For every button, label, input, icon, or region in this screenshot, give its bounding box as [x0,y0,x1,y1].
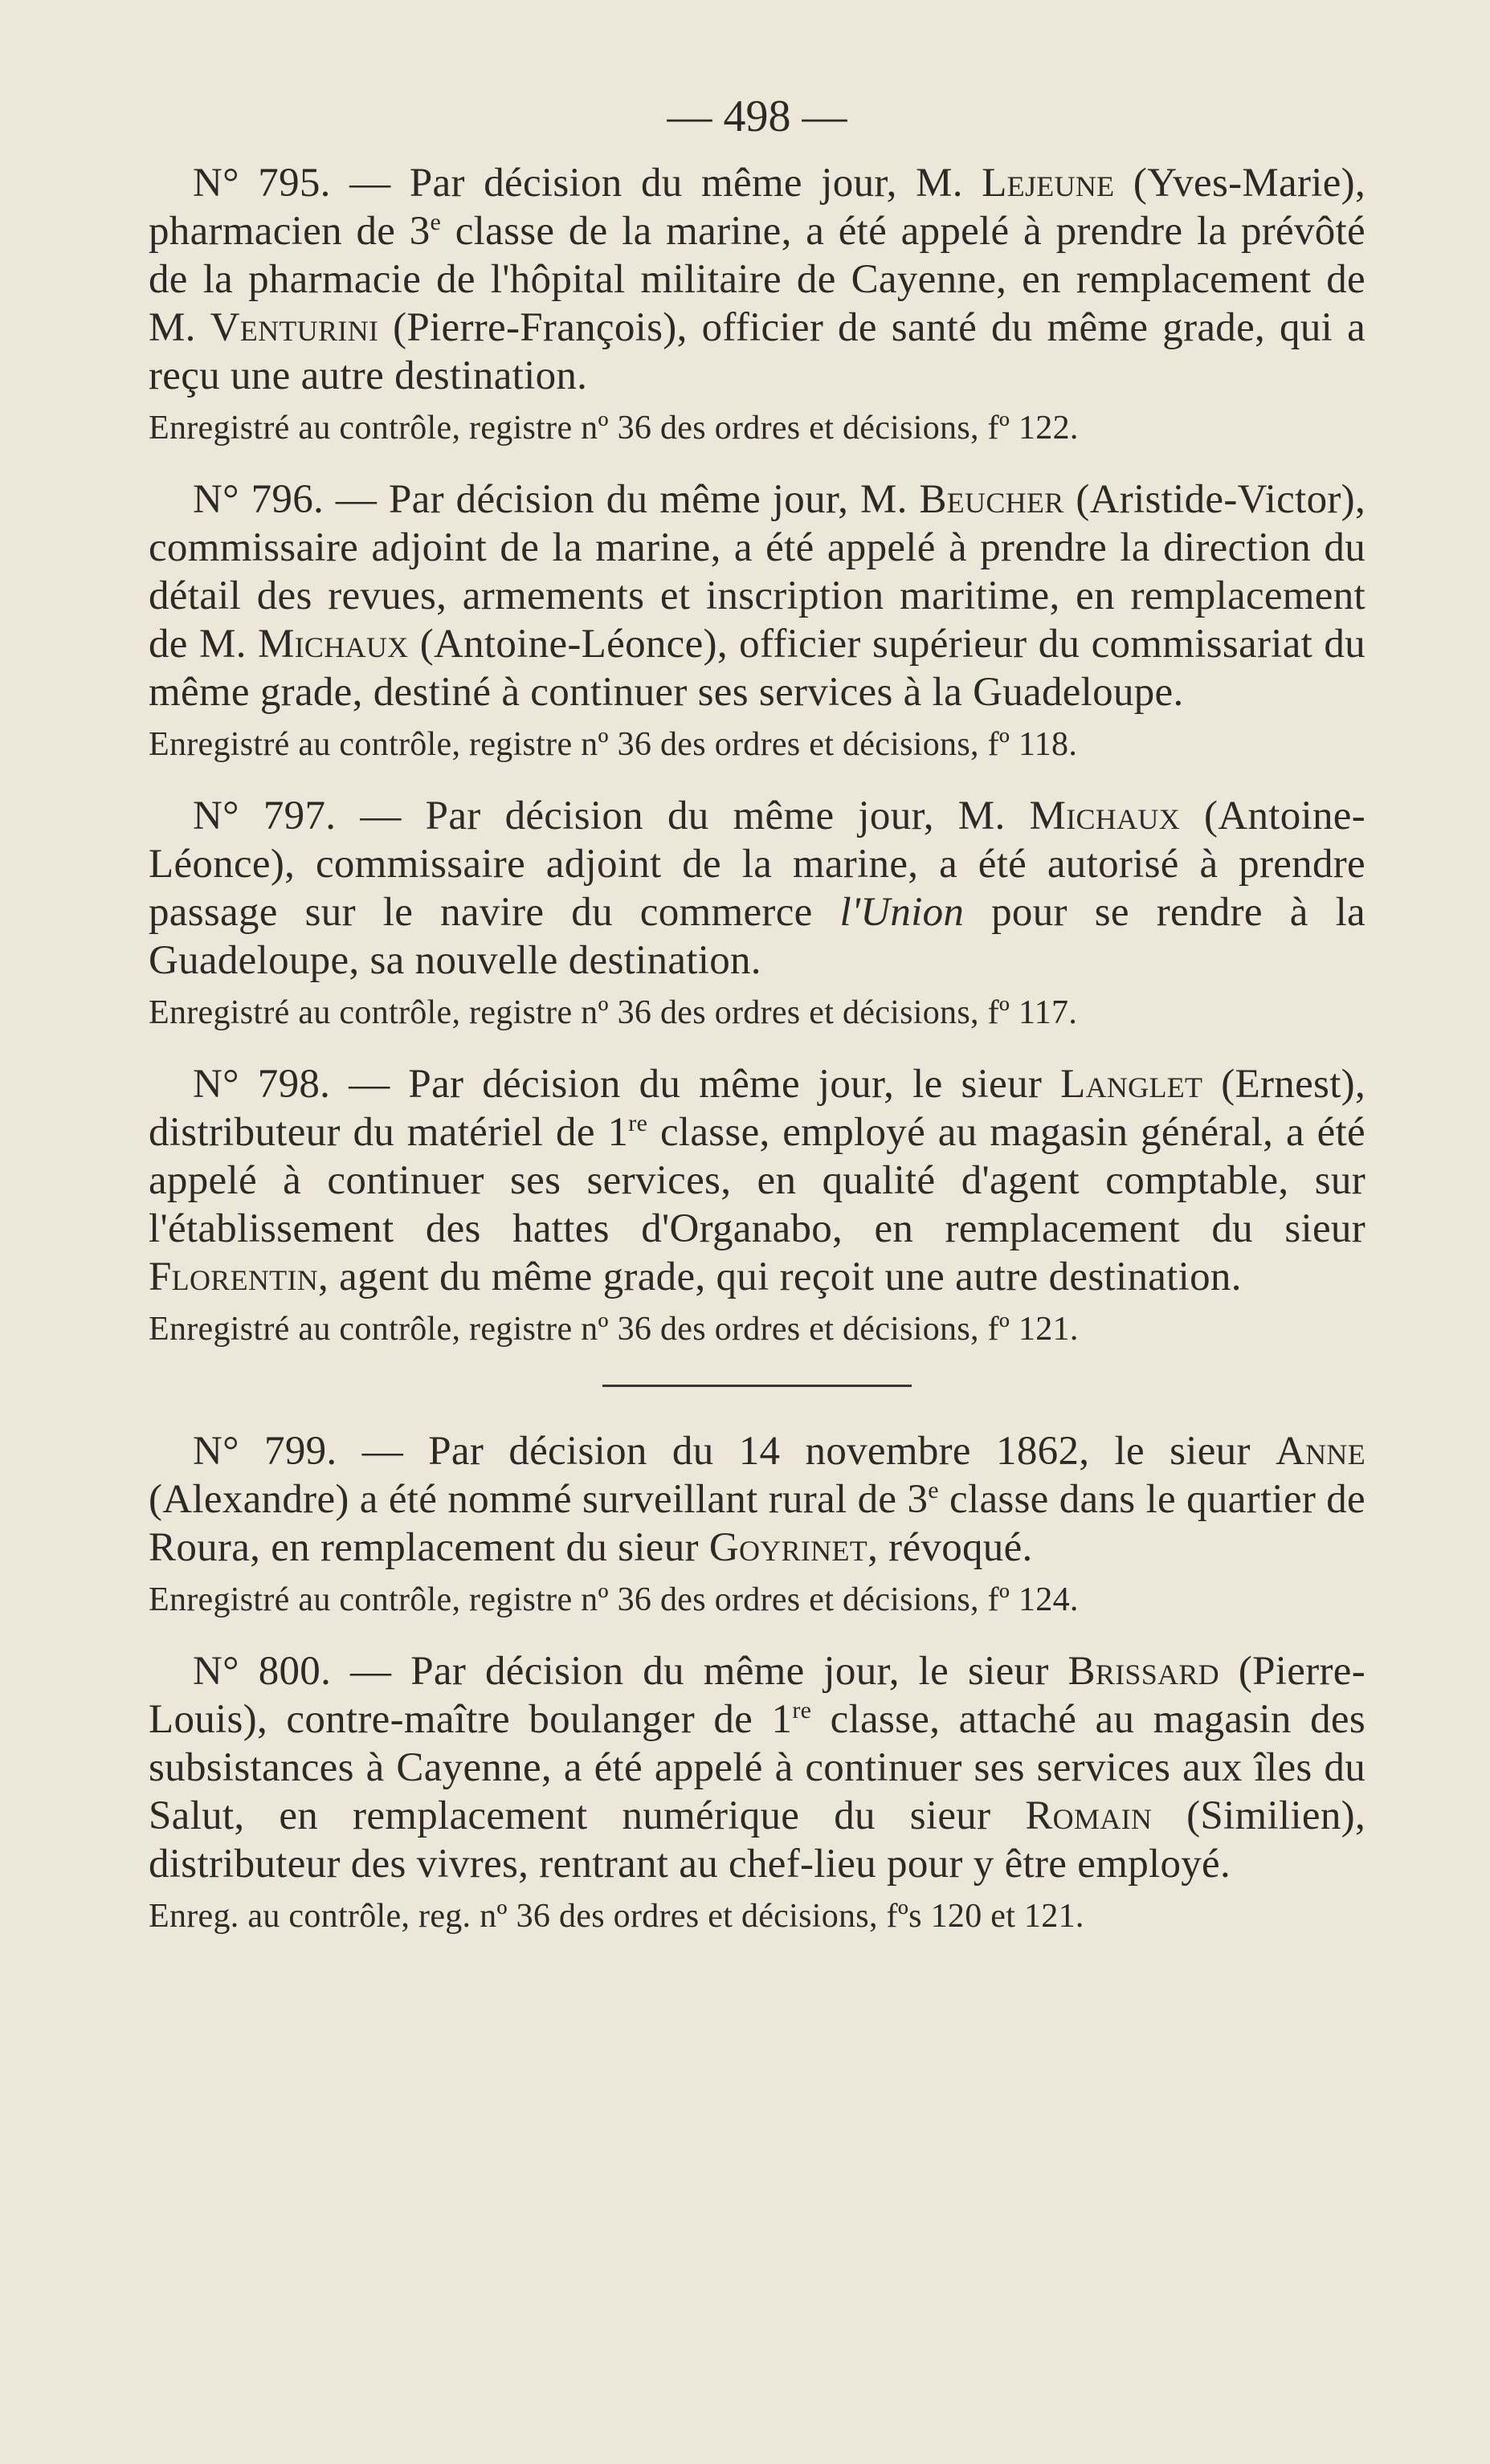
person-name: Michaux [257,622,409,667]
registration-note: Enregistré au contrôle, registre nº 36 des ordres et décisions, fº 124. [149,1581,1079,1618]
entry-797 [149,792,1365,1036]
entry-text: N° 796. — Par décision du même jour, M. Beucher (Aristide-Victor), commissaire adjoint de la marine, a été appelé à prendre la direction du détail des revues, armements et inscription maritime, en remplacement de M. Michaux (Antoine-Léonce), officier supérieur du commissariat du même grade, destiné à continuer ses services à la Guadeloupe. [149,477,1366,715]
person-name: Michaux [1029,793,1180,838]
entry-text: N° 800. — Par décision du même jour, le sieur Brissard (Pierre-Louis), contre-maître boulanger de 1re classe, attaché au magasin des subsistances à Cayenne, a été appelé à continuer ses services aux îles du Salut, en remplacement numérique du sieur Romain (Similien), distributeur des vivres, rentrant au chef-lieu pour y être employé. [149,1649,1365,1887]
entry-text: N° 798. — Par décision du même jour, le sieur Langlet (Ernest), distributeur du matériel de 1re classe, employé au magasin général, a été appelé à continuer ses services, en qualité d'agent comptable, sur l'établissement des hattes d'Organabo, en remplacement du sieur Florentin, agent du même grade, qui reçoit une autre destination. [149,1062,1365,1299]
registration-note: Enregistré au contrôle, registre nº 36 des ordres et décisions, fº 122. [149,410,1079,447]
page-number: — 498 — [667,92,847,141]
person-name: Romain [1025,1793,1153,1838]
person-name: Lejeune [982,161,1115,206]
person-name: Langlet [1060,1062,1203,1107]
person-name: Venturini [210,305,379,350]
entry-number: N° 800. [193,1649,332,1694]
entry-800 [149,1647,1365,1940]
person-name: Florentin [149,1254,319,1299]
entry-text: N° 797. — Par décision du même jour, M. Michaux (Antoine-Léonce), commissaire adjoint de la marine, a été autorisé à prendre passage sur le navire du commerce l'Union pour se rendre à la Guadeloupe, sa nouvelle destination. [149,793,1365,983]
entry-number: N° 798. [193,1062,331,1107]
entry-795 [149,159,1365,451]
entry-796 [149,475,1365,768]
person-name: Goyrinet [708,1525,868,1570]
entry-number: N° 796. [193,477,325,522]
document-page [149,88,1365,1964]
person-name: Beucher [919,477,1064,522]
registration-note: Enregistré au contrôle, registre nº 36 des ordres et décisions, fº 117. [149,994,1078,1031]
person-name: Brissard [1067,1649,1219,1694]
entry-799 [149,1427,1365,1623]
section-divider [602,1385,912,1387]
ship-name: l'Union [839,890,965,935]
entry-number: N° 797. [193,793,337,838]
registration-note: Enreg. au contrôle, reg. nº 36 des ordres et décisions, fºs 120 et 121. [149,1898,1084,1935]
entry-number: N° 795. [193,161,331,206]
entry-text: N° 799. — Par décision du 14 novembre 1862, le sieur Anne (Alexandre) a été nommé surveillant rural de 3e classe dans le quartier de Roura, en remplacement du sieur Goyrinet, révoqué. [149,1429,1366,1570]
entry-798 [149,1060,1365,1352]
registration-note: Enregistré au contrôle, registre nº 36 des ordres et décisions, fº 118. [149,726,1078,763]
entry-text: N° 795. — Par décision du même jour, M. Lejeune (Yves-Marie), pharmacien de 3e classe de la marine, a été appelé à prendre la prévôté de la pharmacie de l'hôpital militaire de Cayenne, en remplacement de M. Venturini (Pierre-François), officier de santé du même grade, qui a reçu une autre destination. [149,161,1366,398]
entry-number: N° 799. [193,1429,337,1474]
person-name: Anne [1275,1429,1366,1474]
registration-note: Enregistré au contrôle, registre nº 36 des ordres et décisions, fº 121. [149,1311,1079,1348]
